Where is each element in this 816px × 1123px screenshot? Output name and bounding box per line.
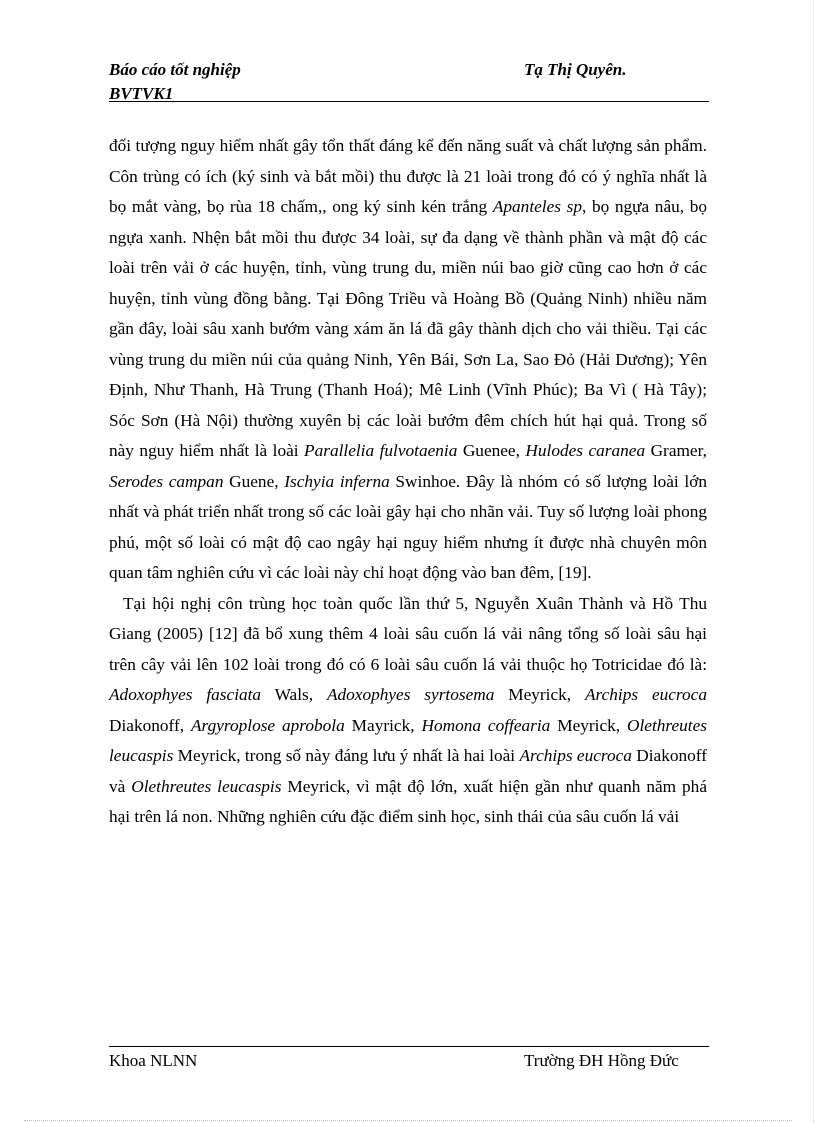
text-run: Tại hội nghị côn trùng học toàn quốc lần thứ 5, Nguyễn Xuân Thành và Hồ Thu Giang (2005) [12] đã bổ xung thêm 4 loài sâu cuốn lá vải nâng tổng số loài sâu hại trên cây vải lên 102 loài trong đó có 6 loài sâu cuốn lá vải thuộc họ Totricidae đó là: xyxy=(109,593,707,674)
species-name: Adoxophyes fasciata xyxy=(109,685,262,704)
text-run: Guene, xyxy=(223,471,285,491)
text-run: Meyrick, trong số này đáng lưu ý nhất là hai loài xyxy=(173,746,520,765)
text-run: Meyrick, vì mật độ lớn, xuất hiện gần như quanh năm phá hại trên lá non. Những nghiên cứu đặc điểm sinh học, sinh thái của sâu cuốn lá vải xyxy=(109,776,707,826)
header-report-title: Báo cáo tốt nghiệp xyxy=(109,60,241,79)
text-run: Gramer, xyxy=(645,441,707,460)
body-text xyxy=(109,131,707,833)
species-name: Adoxophyes syrtosema xyxy=(326,685,495,704)
species-name: Serodes campan xyxy=(109,471,224,491)
species-name: Hulodes caranea xyxy=(525,441,646,460)
species-name: Parallelia fulvotaenia xyxy=(304,441,458,460)
text-run: Guenee, xyxy=(457,441,526,460)
page-edge-bottom xyxy=(24,1120,792,1121)
species-name: Olethreutes leucaspis xyxy=(109,715,708,765)
header-author-name: Tạ Thị Quyên. xyxy=(524,60,627,79)
footer-divider xyxy=(109,1046,709,1047)
text-run: Wals, xyxy=(261,685,327,704)
text-run: Meyrick, xyxy=(494,685,585,704)
body-paragraph-2 xyxy=(109,589,707,833)
species-name: Archips eucroca xyxy=(584,685,707,704)
species-name: Homona coffearia xyxy=(421,715,551,735)
text-run: Swinhoe. Đây là nhóm có số lượng loài lớn nhất và phát triển nhất trong số các loài gây hại cho nhãn vải. Tuy số lượng loài phong phú, một số loài có mật độ cao ngây hại nguy hiểm nhưng ít được nhà chuyên môn quan tâm nghiên cứu vì các loài này chỉ hoạt động vào ban đêm, [19]. xyxy=(109,471,707,582)
footer-university: Trường ĐH Hồng Đức xyxy=(524,1051,679,1070)
header-divider xyxy=(109,101,709,102)
header-class-code: BVTVK1 xyxy=(109,84,174,103)
text-run: Diakonoff và xyxy=(109,746,707,796)
text-run: Meyrick, xyxy=(550,715,628,735)
body-paragraph-1 xyxy=(109,131,707,589)
text-run: đối tượng nguy hiểm nhất gây tổn thất đáng kể đến năng suất và chất lượng sản phẩm. Côn trùng có ích (ký sinh và bắt mồi) thu được là 21 loài trong đó có ý nghĩa nhất là bọ mắt vàng, bọ rùa 18 chấm,, ong ký sinh kén trắng xyxy=(109,136,707,216)
text-run: Diakonoff, xyxy=(109,715,191,735)
species-name: Apanteles sp xyxy=(492,197,582,216)
footer-faculty: Khoa NLNN xyxy=(109,1051,198,1070)
report-title-header xyxy=(109,58,241,106)
species-name: Archips eucroca xyxy=(519,746,632,765)
species-name: Argyroplose aprobola xyxy=(190,715,345,735)
page-edge-right xyxy=(813,0,814,1123)
species-name: Olethreutes leucaspis xyxy=(131,776,282,796)
text-run: Mayrick, xyxy=(344,715,422,735)
text-run: , bọ ngựa nâu, bọ ngựa xanh. Nhện bắt mồi thu được 34 loài, sự đa dạng về thành phần và mật độ các loài trên vải ở các huyện, tỉnh, vùng trung du, miền núi bao giờ cũng cao hơn ở các huyện, tỉnh vùng đồng bằng. Tại Đông Triều và Hoàng Bồ (Quảng Ninh) nhiều năm gần đây, loài sâu xanh bướm vàng xám ăn lá đã gây thành dịch cho vải thiều. Tại các vùng trung du miền núi của quảng Ninh, Yên Bái, Sơn La, Sao Đỏ (Hải Dương); Yên Định, Như Thanh, Hà Trung (Thanh Hoá); Mê Linh (Vĩnh Phúc); Ba Vì ( Hà Tây); Sóc Sơn (Hà Nội) thường xuyên bị các loài bướm đêm chích hút hại quả. Trong số này nguy hiểm nhất là loài xyxy=(109,197,707,460)
species-name: Ischyia inferna xyxy=(284,471,390,491)
